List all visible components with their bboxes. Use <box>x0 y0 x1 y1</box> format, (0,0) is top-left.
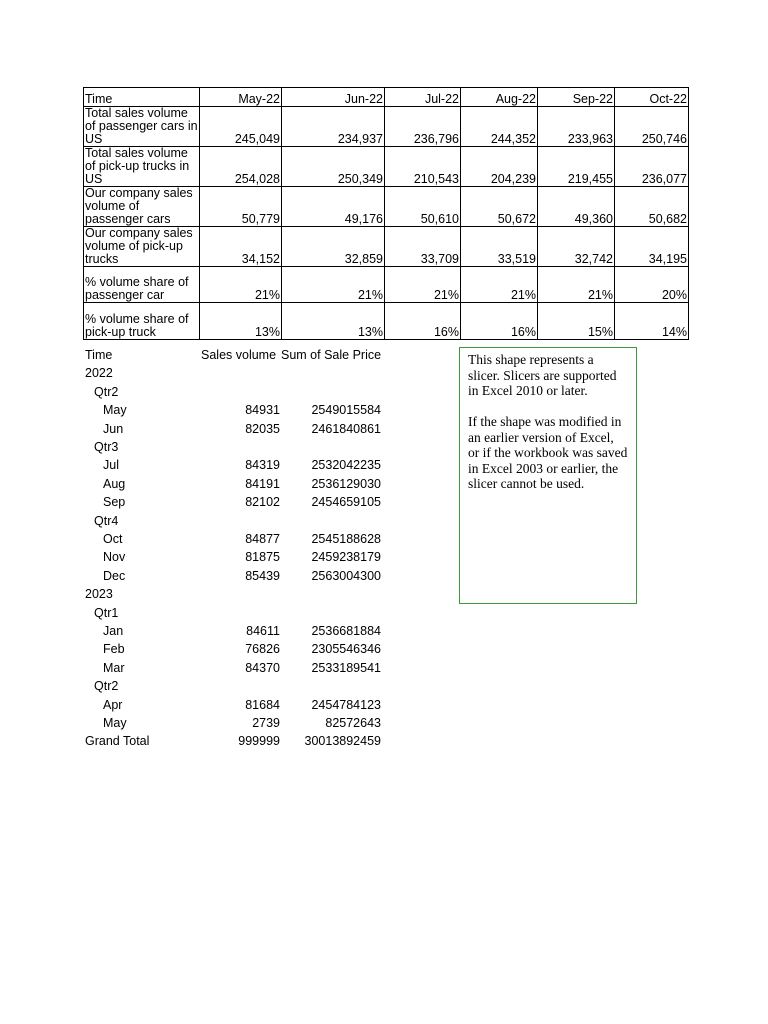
pivot-row-label[interactable]: Qtr4 <box>94 513 119 528</box>
value-cell[interactable]: 210,543 <box>385 147 461 187</box>
value-cell[interactable]: 33,709 <box>385 227 461 267</box>
row-label-cell[interactable]: % volume share of passenger car <box>84 267 200 303</box>
pivot-row-label[interactable]: Qtr3 <box>94 440 119 454</box>
value-cell[interactable]: 20% <box>615 267 689 303</box>
pivot-sales-volume[interactable]: 76826 <box>245 642 280 657</box>
pivot-row-label[interactable]: Aug <box>103 476 126 491</box>
header-cell-month[interactable]: Oct-22 <box>615 88 689 107</box>
value-cell[interactable]: 16% <box>461 303 538 340</box>
pivot-sale-price[interactable]: 2549015584 <box>311 403 381 418</box>
pivot-row-label[interactable]: Oct <box>103 532 123 546</box>
value-cell[interactable]: 32,859 <box>282 227 385 267</box>
pivot-row-label[interactable]: Jun <box>103 421 124 436</box>
pivot-sale-price[interactable]: 2459238179 <box>311 550 381 565</box>
slicer-text-1: This shape represents a slicer. Slicers are supported in Excel 2010 or later. <box>468 352 617 398</box>
value-cell[interactable]: 50,610 <box>385 187 461 227</box>
pivot-sales-volume[interactable]: 82102 <box>245 495 280 510</box>
table-row <box>84 303 689 340</box>
value-cell[interactable]: 250,349 <box>282 147 385 187</box>
header-cell-month[interactable]: Jul-22 <box>385 88 461 107</box>
pivot-row-label[interactable]: Apr <box>103 697 123 712</box>
pivot-sales-volume[interactable]: 81875 <box>245 550 280 565</box>
pivot-sale-price[interactable]: 2454784123 <box>311 697 381 712</box>
pivot-header-sales-volume[interactable]: Sales volume <box>201 348 277 362</box>
sales-table <box>83 87 689 340</box>
pivot-row-label[interactable]: May <box>103 716 127 730</box>
pivot-row-label[interactable]: Nov <box>103 550 126 565</box>
value-cell[interactable]: 21% <box>538 267 615 303</box>
pivot-sales-volume[interactable]: 84931 <box>245 403 280 418</box>
pivot-sale-price[interactable]: 2536681884 <box>311 624 381 638</box>
row-label-cell[interactable]: Our company sales volume of pick-up trucks <box>84 227 200 267</box>
pivot-sales-volume[interactable]: 84611 <box>246 624 280 638</box>
pivot-sale-price[interactable]: 2545188628 <box>311 532 381 546</box>
value-cell[interactable]: 236,796 <box>385 107 461 147</box>
pivot-row-label[interactable]: Mar <box>103 660 125 675</box>
value-cell[interactable]: 32,742 <box>538 227 615 267</box>
pivot-sales-volume[interactable]: 84191 <box>245 476 280 491</box>
pivot-header-time[interactable]: Time <box>85 348 113 362</box>
pivot-row-label[interactable]: 2023 <box>85 587 113 602</box>
value-cell[interactable]: 254,028 <box>200 147 282 187</box>
table-header-row <box>84 88 689 107</box>
value-cell[interactable]: 245,049 <box>200 107 282 147</box>
pivot-sale-price[interactable]: 30013892459 <box>304 734 381 749</box>
header-cell-month[interactable]: Jun-22 <box>282 88 385 107</box>
pivot-sales-volume[interactable]: 85439 <box>245 568 280 583</box>
pivot-row-label[interactable]: Feb <box>103 642 125 657</box>
pivot-sales-volume[interactable]: 84319 <box>245 458 280 473</box>
pivot-header-sale-price[interactable]: Sum of Sale Price <box>281 348 382 362</box>
pivot-sales-volume[interactable]: 81684 <box>245 697 280 712</box>
slicer-placeholder-shape[interactable] <box>459 347 637 604</box>
table-row <box>84 187 689 227</box>
value-cell[interactable]: 49,176 <box>282 187 385 227</box>
pivot-row-label[interactable]: Qtr2 <box>94 679 119 694</box>
pivot-sale-price[interactable]: 2532042235 <box>311 458 381 473</box>
pivot-row-label[interactable]: Qtr1 <box>94 605 119 620</box>
value-cell[interactable]: 21% <box>385 267 461 303</box>
pivot-sale-price[interactable]: 2454659105 <box>311 495 381 510</box>
value-cell[interactable]: 244,352 <box>461 107 538 147</box>
value-cell[interactable]: 50,672 <box>461 187 538 227</box>
pivot-sale-price[interactable]: 2305546346 <box>311 642 381 657</box>
pivot-row-label[interactable]: Qtr2 <box>94 384 119 399</box>
table-row <box>84 227 689 267</box>
value-cell[interactable]: 15% <box>538 303 615 340</box>
pivot-sales-volume[interactable]: 84370 <box>245 660 280 675</box>
value-cell[interactable]: 50,682 <box>615 187 689 227</box>
pivot-row-label[interactable]: Grand Total <box>85 734 150 749</box>
value-cell[interactable]: 14% <box>615 303 689 340</box>
value-cell[interactable]: 204,239 <box>461 147 538 187</box>
header-cell-month[interactable]: Aug-22 <box>461 88 538 107</box>
value-cell[interactable]: 34,195 <box>615 227 689 267</box>
value-cell[interactable]: 34,152 <box>200 227 282 267</box>
pivot-sale-price[interactable]: 2536129030 <box>311 476 381 491</box>
header-cell-time[interactable]: Time <box>84 88 200 107</box>
pivot-sale-price[interactable]: 2461840861 <box>311 421 381 436</box>
row-label-cell[interactable]: % volume share of pick-up truck <box>84 303 200 340</box>
table-row <box>84 147 689 187</box>
value-cell[interactable]: 21% <box>282 267 385 303</box>
value-cell[interactable]: 21% <box>461 267 538 303</box>
table-row <box>84 267 689 303</box>
pivot-row-label[interactable]: May <box>103 403 127 418</box>
row-label-cell[interactable]: Total sales volume of pick-up trucks in US <box>84 147 200 187</box>
pivot-sales-volume[interactable]: 999999 <box>238 734 280 749</box>
header-cell-month[interactable]: May-22 <box>200 88 282 107</box>
value-cell[interactable]: 236,077 <box>615 147 689 187</box>
pivot-sale-price[interactable]: 82572643 <box>325 716 381 730</box>
row-label-cell[interactable]: Our company sales volume of passenger cars <box>84 187 200 227</box>
value-cell[interactable]: 250,746 <box>615 107 689 147</box>
value-cell[interactable]: 16% <box>385 303 461 340</box>
value-cell[interactable]: 233,963 <box>538 107 615 147</box>
value-cell[interactable]: 234,937 <box>282 107 385 147</box>
value-cell[interactable]: 219,455 <box>538 147 615 187</box>
value-cell[interactable]: 21% <box>200 267 282 303</box>
value-cell[interactable]: 13% <box>282 303 385 340</box>
pivot-row-label[interactable]: 2022 <box>85 366 113 381</box>
pivot-row-label[interactable]: Dec <box>103 568 126 583</box>
value-cell[interactable]: 33,519 <box>461 227 538 267</box>
pivot-sales-volume[interactable]: 2739 <box>252 716 280 730</box>
value-cell[interactable]: 50,779 <box>200 187 282 227</box>
pivot-sales-volume[interactable]: 84877 <box>245 532 280 546</box>
header-cell-month[interactable]: Sep-22 <box>538 88 615 107</box>
row-label-cell[interactable]: Total sales volume of passenger cars in US <box>85 106 198 146</box>
pivot-sale-price[interactable]: 2533189541 <box>311 660 381 675</box>
pivot-row-label[interactable]: Jul <box>103 458 119 473</box>
value-cell[interactable]: 13% <box>200 303 282 340</box>
pivot-sales-volume[interactable]: 82035 <box>245 421 280 436</box>
pivot-sale-price[interactable]: 2563004300 <box>311 568 381 583</box>
slicer-text-2: If the shape was modified in an earlier version of Excel, or if the workbook was saved in Excel 2003 or earlier, the slicer cannot be used. <box>468 414 628 491</box>
pivot-row-label[interactable]: Sep <box>103 495 126 510</box>
table-row <box>84 107 689 147</box>
pivot-row-label[interactable]: Jan <box>103 624 124 638</box>
value-cell[interactable]: 49,360 <box>538 187 615 227</box>
